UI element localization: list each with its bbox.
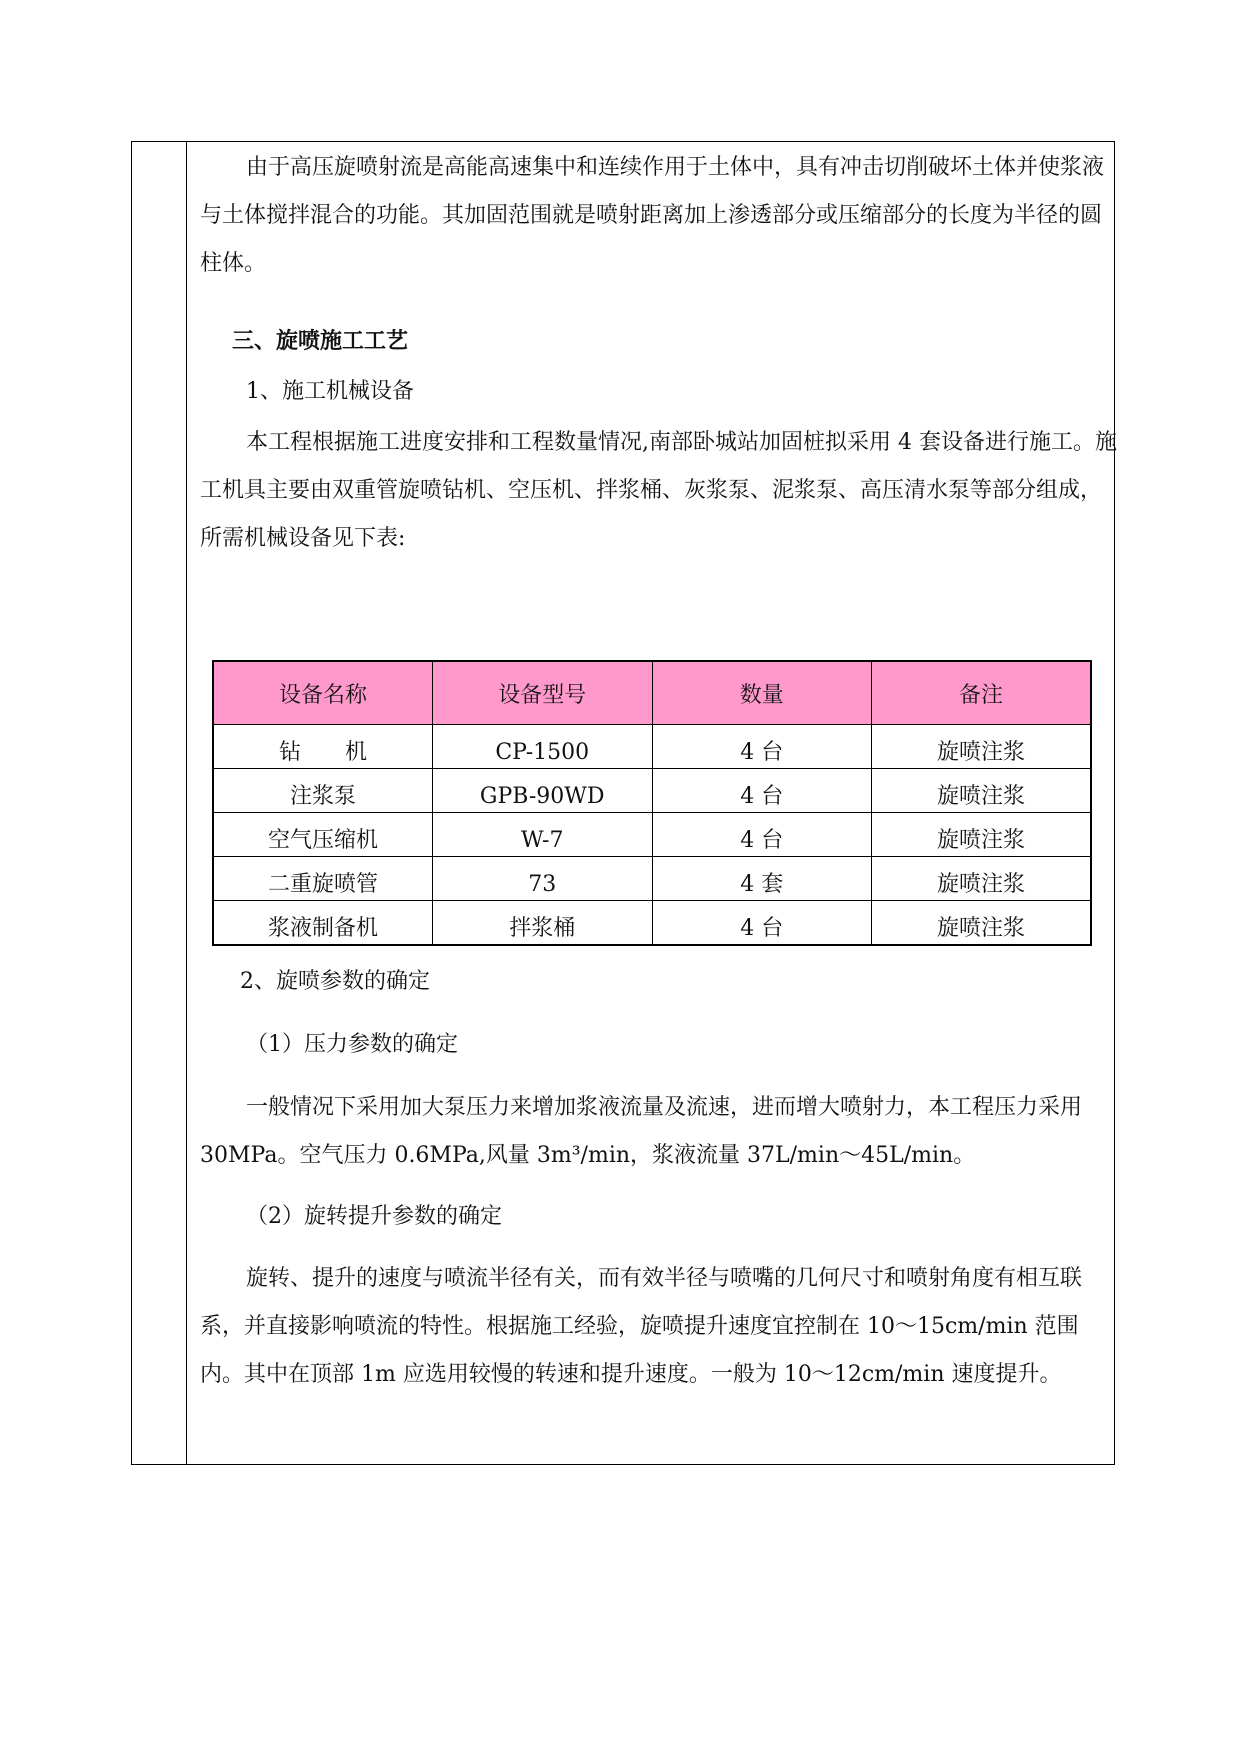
- table-row: [213, 857, 1091, 901]
- table-header-row: [213, 661, 1091, 725]
- header-quantity: 数量: [652, 661, 872, 725]
- header-equipment-name: 设备名称: [213, 661, 433, 725]
- cell-equipment-name: 浆液制备机: [213, 901, 433, 946]
- cell-remarks: 旋喷注浆: [872, 725, 1092, 769]
- equipment-table: [212, 660, 1092, 946]
- cell-quantity: 4 套: [652, 857, 872, 901]
- table-row: [213, 901, 1091, 946]
- cell-remarks: 旋喷注浆: [872, 901, 1092, 946]
- subsection-2-2-title: （2）旋转提升参数的确定: [246, 1204, 502, 1229]
- cell-remarks: 旋喷注浆: [872, 769, 1092, 813]
- cell-quantity: 4 台: [652, 813, 872, 857]
- cell-quantity: 4 台: [652, 901, 872, 946]
- subsection-1-title: 1、施工机械设备: [246, 379, 414, 404]
- cell-equipment-model: GPB-90WD: [433, 769, 653, 813]
- subsection-2-1-title: （1）压力参数的确定: [246, 1032, 458, 1057]
- cell-quantity: 4 台: [652, 725, 872, 769]
- rotation-paragraph: 旋转、提升的速度与喷流半径有关，而有效半径与喷嘴的几何尺寸和喷射角度有相互联系，并直接影响喷流的特性。根据施工经验，旋喷提升速度宜控制在 10～15cm/min 范围内。其中在顶部 1m 应选用较慢的转速和提升速度。一般为 10～12cm/min 速度提升。: [200, 1266, 1083, 1387]
- cell-equipment-name: 注浆泵: [213, 769, 433, 813]
- cell-equipment-model: W-7: [433, 813, 653, 857]
- cell-equipment-name: 空气压缩机: [213, 813, 433, 857]
- left-label-column: [132, 142, 187, 1464]
- table-row: [213, 725, 1091, 769]
- cell-remarks: 旋喷注浆: [872, 857, 1092, 901]
- cell-equipment-name: 二重旋喷管: [213, 857, 433, 901]
- cell-equipment-model: CP-1500: [433, 725, 653, 769]
- cell-equipment-model: 73: [433, 857, 653, 901]
- section-heading: 三、旋喷施工工艺: [232, 328, 409, 354]
- subsection-2-title: 2、旋喷参数的确定: [240, 969, 430, 994]
- equipment-paragraph: 本工程根据施工进度安排和工程数量情况,南部卧城站加固桩拟采用 4 套设备进行施工。施工机具主要由双重管旋喷钻机、空压机、拌浆桶、灰浆泵、泥浆泵、高压清水泵等部分组成，所需机械设备见下表:: [200, 430, 1117, 551]
- table-row: [213, 813, 1091, 857]
- intro-paragraph: 由于高压旋喷射流是高能高速集中和连续作用于土体中，具有冲击切削破坏土体并使浆液与土体搅拌混合的功能。其加固范围就是喷射距离加上渗透部分或压缩部分的长度为半径的圆柱体。: [200, 155, 1105, 276]
- cell-equipment-name: 钻 机: [213, 725, 433, 769]
- cell-quantity: 4 台: [652, 769, 872, 813]
- header-remarks: 备注: [872, 661, 1092, 725]
- pressure-paragraph: 一般情况下采用加大泵压力来增加浆液流量及流速，进而增大喷射力，本工程压力采用 30MPa。空气压力 0.6MPa,风量 3m³/min，浆液流量 37L/min～45L/min。: [200, 1095, 1083, 1168]
- cell-equipment-model: 拌浆桶: [433, 901, 653, 946]
- form-frame: [131, 141, 1115, 1465]
- table-row: [213, 769, 1091, 813]
- content-cell: [188, 142, 1117, 1464]
- header-equipment-model: 设备型号: [433, 661, 653, 725]
- cell-remarks: 旋喷注浆: [872, 813, 1092, 857]
